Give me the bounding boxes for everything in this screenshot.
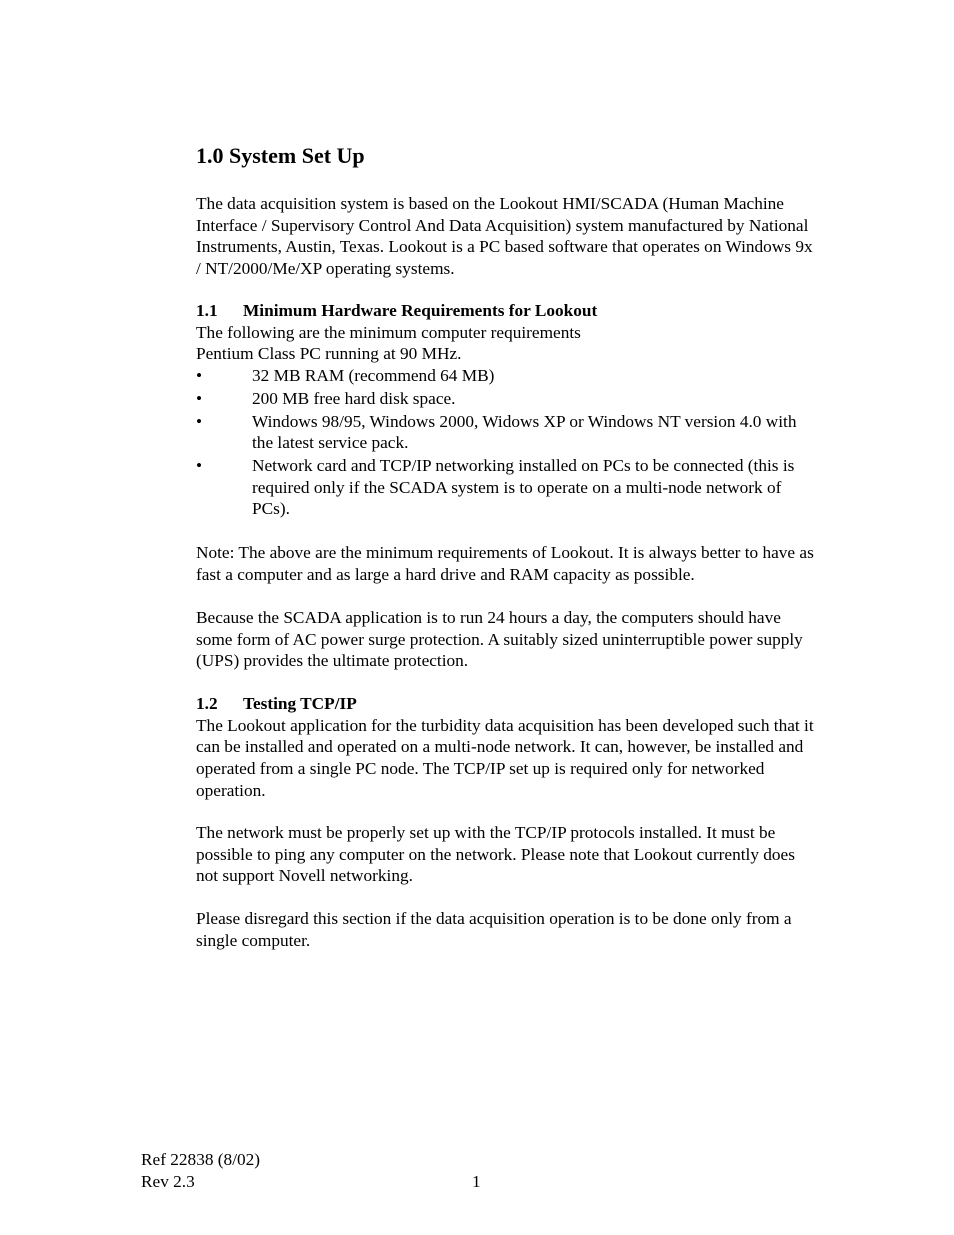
tcpip-block-2: [196, 822, 816, 887]
subsection-hardware: [196, 300, 816, 521]
tcpip-block-3: [196, 908, 816, 951]
subsection-title: Testing TCP/IP: [243, 694, 357, 713]
list-item: [196, 365, 816, 387]
footer-rev: Rev 2.3: [141, 1171, 195, 1191]
footer: [141, 1149, 260, 1192]
subsection-tcpip: [196, 693, 816, 802]
note-paragraph: Note: The above are the minimum requirements of Lookout. It is always better to have as fast a computer and as large a hard drive and RAM capacity as possible.: [196, 543, 814, 584]
bullet-icon: •: [196, 388, 203, 408]
section-title: 1.0 System Set Up: [196, 143, 365, 168]
subsection-number: 1.1: [196, 301, 218, 320]
tcpip-paragraph-3: Please disregard this section if the data acquisition operation is to be done only from a single computer.: [196, 909, 792, 950]
list-item-text: Windows 98/95, Windows 2000, Widows XP or Windows NT version 4.0 with the latest service pack.: [252, 411, 797, 453]
power-paragraph: Because the SCADA application is to run 24 hours a day, the computers should have some form of AC power surge protection. A suitably sized uninterruptible power supply (UPS) provides the ultimate protection.: [196, 608, 803, 671]
intro-block: [196, 193, 816, 280]
list-item: [196, 388, 816, 410]
list-item-text: 200 MB free hard disk space.: [252, 388, 456, 408]
subsection-title: Minimum Hardware Requirements for Lookout: [243, 301, 598, 320]
requirements-list: [196, 365, 816, 520]
tcpip-paragraph-1: The Lookout application for the turbidity data acquisition has been developed such that it can be installed and operated on a multi-node network. It can, however, be installed and operated from a single PC node. The TCP/IP set up is required only for networked operation.: [196, 715, 814, 800]
list-item: [196, 411, 816, 454]
subsection-heading-hardware: [196, 300, 816, 322]
tcpip-paragraph-2: The network must be properly set up with the TCP/IP protocols installed. It must be possible to ping any computer on the network. Please note that Lookout currently does not support Novell networking.: [196, 823, 795, 886]
note-block: [196, 542, 816, 585]
page-number: 1: [472, 1172, 481, 1191]
subsection-heading-tcpip: [196, 693, 816, 715]
list-item-text: 32 MB RAM (recommend 64 MB): [252, 366, 495, 386]
bullet-icon: •: [196, 366, 203, 386]
footer-ref: Ref 22838 (8/02): [141, 1150, 261, 1169]
subsection-number: 1.2: [196, 694, 218, 713]
intro-paragraph: The data acquisition system is based on the Lookout HMI/SCADA (Human Machine Interface / Supervisory Control And Data Acquisition) system manufactured by National Instruments, Austin, Texas. Lookout is a PC based software that operates on Windows 9x / NT/2000/Me/XP operating systems.: [196, 194, 813, 279]
power-block: [196, 607, 816, 672]
bullet-icon: •: [196, 411, 203, 431]
requirements-intro: The following are the minimum computer requirements: [196, 322, 581, 342]
requirements-cpu: Pentium Class PC running at 90 MHz.: [196, 344, 462, 364]
list-item: [196, 455, 816, 520]
bullet-icon: •: [196, 455, 203, 475]
list-item-text: Network card and TCP/IP networking installed on PCs to be connected (this is required only if the SCADA system is to operate on a multi-node network of PCs).: [252, 455, 795, 519]
